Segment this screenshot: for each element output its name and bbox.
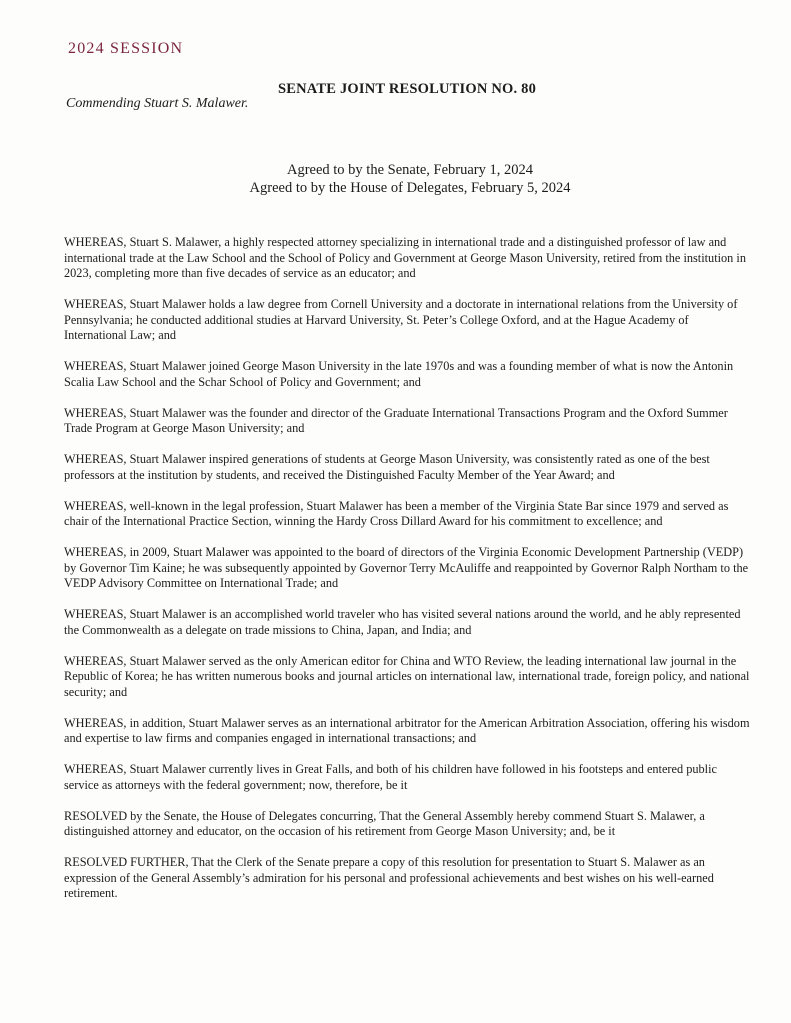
- whereas-clause: WHEREAS, Stuart Malawer currently lives in Great Falls, and both of his children have followed in his footsteps and entered public service as attorneys with the federal government; now, therefore, be it: [64, 762, 717, 792]
- resolved-clause: RESOLVED by the Senate, the House of Delegates concurring, That the General Assembly hereby commend Stuart S. Malawer, a distinguished attorney and educator, on the occasion of his retirement from George Mason University; and, be it: [64, 808, 705, 838]
- resolution-body: [64, 235, 754, 917]
- resolution-subject: Commending Stuart S. Malawer.: [66, 96, 249, 111]
- whereas-clause: WHEREAS, Stuart S. Malawer, a highly respected attorney specializing in international trade and a distinguished professor of law and international trade at the Law School and the School of Policy and Government at George Mason University, retired from the institution in 2023, completing more than five decades of service as an educator; and: [64, 235, 746, 280]
- session-label: 2024 SESSION: [68, 40, 184, 57]
- agreed-senate-line: Agreed to by the Senate, February 1, 2024: [286, 162, 534, 178]
- whereas-clause: WHEREAS, Stuart Malawer served as the only American editor for China and WTO Review, the leading international law journal in the Republic of Korea; he has written numerous books and journal articles on international law, international trade, foreign policy, and national security; and: [64, 653, 750, 699]
- whereas-clause: WHEREAS, in 2009, Stuart Malawer was appointed to the board of directors of the Virginia Economic Development Partnership (VEDP) by Governor Tim Kaine; he was subsequently appointed by Governor Terry McAuliffe and reappointed by Governor Ralph Northam to the VEDP Advisory Committee on International Trade; and: [64, 545, 749, 590]
- whereas-clause: WHEREAS, well-known in the legal profession, Stuart Malawer has been a member of the Virginia State Bar since 1979 and served as chair of the International Practice Section, winning the Hardy Cross Dillard Award for his commitment to excellence; and: [64, 498, 729, 528]
- whereas-clause: WHEREAS, Stuart Malawer is an accomplished world traveler who has visited several nations around the world, and he ably represented the Commonwealth as a delegate on trade missions to China, Japan, and India; and: [64, 607, 741, 637]
- whereas-clause: WHEREAS, Stuart Malawer joined George Mason University in the late 1970s and was a founding member of what is now the Antonin Scalia Law School and the Schar School of Policy and Government; and: [64, 359, 734, 389]
- resolution-title: SENATE JOINT RESOLUTION NO. 80: [278, 81, 537, 97]
- resolved-further-clause: RESOLVED FURTHER, That the Clerk of the Senate prepare a copy of this resolution for presentation to Stuart S. Malawer as an expression of the General Assembly’s admiration for his personal and professional achievements and best wishes on his well-earned retirement.: [64, 855, 714, 900]
- agreed-house-line: Agreed to by the House of Delegates, February 5, 2024: [249, 180, 571, 196]
- whereas-clause: WHEREAS, Stuart Malawer was the founder and director of the Graduate International Transactions Program and the Oxford Summer Trade Program at George Mason University; and: [64, 405, 728, 435]
- whereas-clause: WHEREAS, Stuart Malawer inspired generations of students at George Mason University, was consistently rated as one of the best professors at the institution by students, and received the Distinguished Faculty Member of the Year Award; and: [64, 452, 710, 482]
- whereas-clause: WHEREAS, Stuart Malawer holds a law degree from Cornell University and a doctorate in international relations from the University of Pennsylvania; he conducted additional studies at Harvard University, St. Peter’s College Oxford, and at the Hague Academy of International Law; and: [64, 297, 738, 342]
- whereas-clause: WHEREAS, in addition, Stuart Malawer serves as an international arbitrator for the American Arbitration Association, offering his wisdom and expertise to law firms and companies engaged in international transactions; and: [64, 715, 750, 745]
